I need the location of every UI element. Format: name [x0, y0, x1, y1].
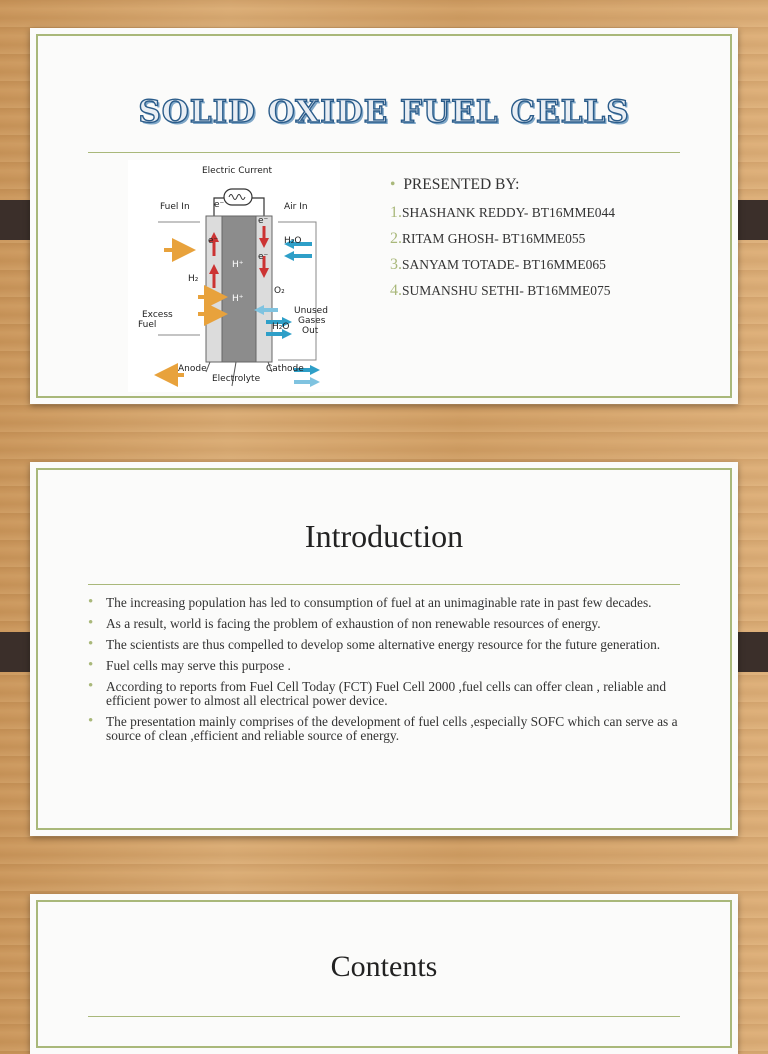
presenter-name: SHASHANK REDDY- BT16MME044 — [402, 205, 616, 220]
intro-bullet: • As a result, world is facing the problem of exhaustion of non renewable resources of energy. — [88, 617, 688, 631]
label-o2: O₂ — [274, 286, 285, 296]
slide-introduction-heading: Introduction — [304, 518, 464, 554]
intro-bullet: • The increasing population has led to consumption of fuel at an unimaginable rate in past few decades. — [88, 596, 688, 610]
slide-introduction[interactable] — [30, 462, 738, 836]
label-air-in: Air In — [284, 202, 308, 212]
label-electric-current: Electric Current — [202, 166, 273, 176]
label-h2o-bottom: H₂O — [272, 322, 290, 332]
fuel-cell-diagram — [128, 160, 340, 392]
presenter-number: 2. — [390, 230, 402, 247]
label-fuel: Fuel — [138, 320, 157, 330]
slide-title-heading: SOLID OXIDE FUEL CELLS — [138, 94, 630, 130]
intro-bullet: • According to reports from Fuel Cell Today (FCT) Fuel Cell 2000 ,fuel cells can offer clean , reliable and efficient power to almost all electrical power device. — [88, 680, 688, 708]
title-rule — [88, 152, 680, 153]
label-h2: H₂ — [188, 274, 199, 284]
bullet-dot: • — [390, 176, 396, 193]
intro-bullet: • The presentation mainly comprises of the development of fuel cells ,especially SOFC which can serve as a source of clean ,efficient and reliable source of energy. — [88, 715, 688, 743]
presenter-item — [390, 282, 710, 300]
label-e-right: e⁻ — [258, 252, 269, 262]
label-e-top-left: e⁻ — [214, 200, 225, 210]
presenter-name: SUMANSHU SETHI- BT16MME075 — [402, 283, 611, 298]
label-cathode: Cathode — [266, 364, 304, 374]
title-rule — [88, 1016, 680, 1017]
presenter-number: 3. — [390, 256, 402, 273]
label-h-plus-2: H⁺ — [232, 294, 244, 304]
label-e-left: e⁻ — [208, 236, 219, 246]
presenter-number: 4. — [390, 282, 402, 299]
label-excess: Excess — [142, 310, 173, 320]
label-anode: Anode — [178, 364, 207, 374]
title-rule — [88, 584, 680, 585]
label-h-plus-1: H⁺ — [232, 260, 244, 270]
slide-contents-heading: Contents — [330, 950, 438, 983]
presenter-item — [390, 204, 710, 222]
fuel-cell-diagram-svg — [128, 160, 340, 392]
label-electrolyte: Electrolyte — [212, 374, 261, 384]
intro-bullet: • Fuel cells may serve this purpose . — [88, 659, 688, 673]
intro-bullet: • The scientists are thus compelled to develop some alternative energy resource for the future generation. — [88, 638, 688, 652]
presenter-item — [390, 256, 710, 274]
label-e-top-right: e⁻ — [258, 216, 269, 226]
presented-by-line — [390, 176, 710, 194]
slide-contents[interactable] — [30, 894, 738, 1054]
slide-title[interactable] — [30, 28, 738, 404]
presenter-item — [390, 230, 710, 248]
label-fuel-in: Fuel In — [160, 202, 190, 212]
presenter-name: SANYAM TOTADE- BT16MME065 — [402, 257, 606, 272]
intro-bullet-list — [88, 596, 688, 750]
label-gases: Gases — [298, 316, 326, 326]
label-unused: Unused — [294, 306, 328, 316]
label-h2o-right: H₂O — [284, 236, 302, 246]
presenters-block — [390, 176, 710, 308]
presented-by-label: PRESENTED BY: — [403, 176, 520, 193]
presenter-number: 1. — [390, 204, 402, 221]
presenter-name: RITAM GHOSH- BT16MME055 — [402, 231, 586, 246]
label-out: Out — [302, 326, 319, 336]
